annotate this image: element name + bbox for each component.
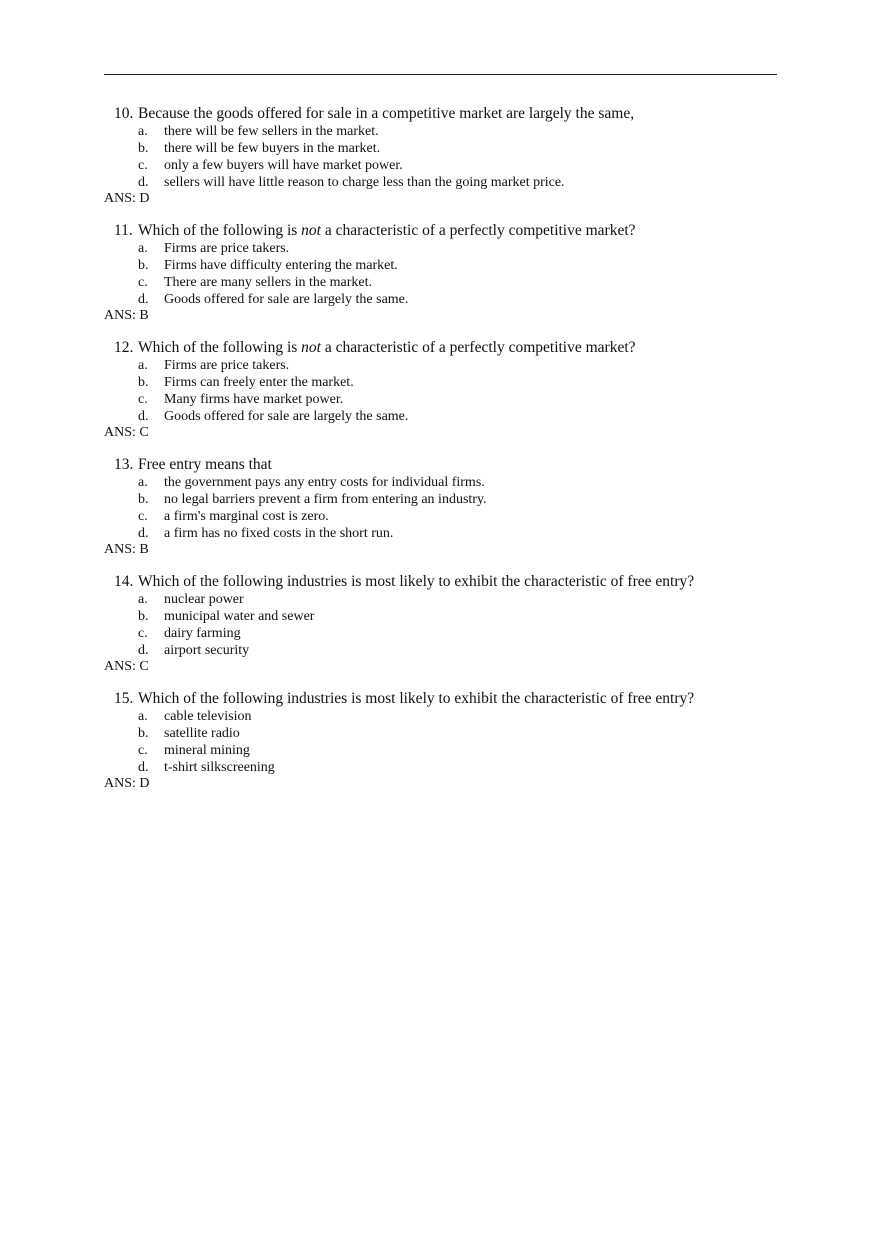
question-stem (104, 104, 784, 123)
option-letter: a. (138, 241, 148, 256)
answer-key: ANS: B (104, 308, 149, 323)
option-letter: a. (138, 709, 148, 724)
option-text: t-shirt silkscreening (164, 760, 275, 775)
question-12 (104, 338, 784, 441)
option-letter: d. (138, 526, 149, 541)
option-b (104, 608, 784, 625)
option-letter: b. (138, 492, 149, 507)
option-text: Firms are price takers. (164, 358, 290, 373)
option-text: a firm has no fixed costs in the short run. (164, 526, 394, 541)
option-text: the government pays any entry costs for individual firms. (164, 475, 485, 490)
option-letter: b. (138, 726, 149, 741)
option-d (104, 174, 784, 191)
question-stem (104, 221, 784, 240)
option-letter: b. (138, 141, 149, 156)
option-letter: b. (138, 258, 149, 273)
option-text: Goods offered for sale are largely the same. (164, 409, 409, 424)
option-c (104, 508, 784, 525)
option-b (104, 491, 784, 508)
option-a (104, 708, 784, 725)
stem-text: Which of the following is (138, 339, 302, 356)
option-letter: d. (138, 409, 149, 424)
option-d (104, 642, 784, 659)
option-a (104, 357, 784, 374)
option-text: Firms can freely enter the market. (164, 375, 354, 390)
option-letter: a. (138, 475, 148, 490)
option-d (104, 291, 784, 308)
option-text: Firms are price takers. (164, 241, 290, 256)
question-stem (104, 689, 784, 708)
question-number: 15. (114, 690, 134, 707)
option-text: only a few buyers will have market power. (164, 158, 403, 173)
option-text: There are many sellers in the market. (164, 275, 372, 290)
option-b (104, 725, 784, 742)
option-text: mineral mining (164, 743, 250, 758)
option-letter: b. (138, 375, 149, 390)
option-text: there will be few buyers in the market. (164, 141, 381, 156)
option-text: Goods offered for sale are largely the same. (164, 292, 409, 307)
question-number: 14. (114, 573, 134, 590)
question-14 (104, 572, 784, 675)
option-letter: d. (138, 643, 149, 658)
option-letter: d. (138, 292, 149, 307)
option-text: there will be few sellers in the market. (164, 124, 379, 139)
answer-key: ANS: C (104, 425, 149, 440)
option-b (104, 257, 784, 274)
option-c (104, 274, 784, 291)
answer-key: ANS: C (104, 659, 149, 674)
question-stem (104, 455, 784, 474)
option-letter: c. (138, 743, 148, 758)
answer-key: ANS: B (104, 542, 149, 557)
option-text: airport security (164, 643, 250, 658)
option-d (104, 525, 784, 542)
option-letter: c. (138, 392, 148, 407)
option-letter: b. (138, 609, 149, 624)
option-a (104, 591, 784, 608)
option-c (104, 157, 784, 174)
option-text: dairy farming (164, 626, 241, 641)
question-13 (104, 455, 784, 558)
option-text: no legal barriers prevent a firm from entering an industry. (164, 492, 487, 507)
option-text: Firms have difficulty entering the market. (164, 258, 398, 273)
option-text: sellers will have little reason to charge less than the going market price. (164, 175, 565, 190)
option-b (104, 374, 784, 391)
option-letter: c. (138, 158, 148, 173)
stem-text-end: a characteristic of a perfectly competitive market? (320, 222, 636, 239)
answer-key: ANS: D (104, 776, 150, 791)
stem-emphasis: not (301, 222, 321, 239)
option-a (104, 123, 784, 140)
header-rule (104, 74, 777, 75)
stem-text: Which of the following industries is most likely to exhibit the characteristic of free entry? (138, 573, 695, 590)
stem-text: Which of the following is (138, 222, 302, 239)
question-number: 11. (114, 222, 133, 239)
option-text: cable television (164, 709, 252, 724)
stem-text-end: a characteristic of a perfectly competitive market? (320, 339, 636, 356)
question-11 (104, 221, 784, 324)
option-text: a firm's marginal cost is zero. (164, 509, 329, 524)
question-stem (104, 338, 784, 357)
question-number: 13. (114, 456, 134, 473)
option-b (104, 140, 784, 157)
option-letter: c. (138, 509, 148, 524)
option-letter: a. (138, 592, 148, 607)
answer-key: ANS: D (104, 191, 150, 206)
question-stem (104, 572, 784, 591)
option-a (104, 240, 784, 257)
option-d (104, 408, 784, 425)
option-text: Many firms have market power. (164, 392, 344, 407)
question-list (104, 104, 784, 806)
stem-text: Because the goods offered for sale in a competitive market are largely the same, (138, 105, 635, 122)
option-text: nuclear power (164, 592, 244, 607)
option-c (104, 742, 784, 759)
question-number: 12. (114, 339, 134, 356)
question-10 (104, 104, 784, 207)
option-letter: c. (138, 275, 148, 290)
option-text: municipal water and sewer (164, 609, 315, 624)
option-letter: d. (138, 175, 149, 190)
stem-emphasis: not (301, 339, 321, 356)
question-15 (104, 689, 784, 792)
option-letter: a. (138, 124, 148, 139)
option-text: satellite radio (164, 726, 240, 741)
question-number: 10. (114, 105, 134, 122)
option-a (104, 474, 784, 491)
option-d (104, 759, 784, 776)
stem-text: Free entry means that (138, 456, 272, 473)
option-letter: d. (138, 760, 149, 775)
option-c (104, 625, 784, 642)
option-letter: c. (138, 626, 148, 641)
option-c (104, 391, 784, 408)
option-letter: a. (138, 358, 148, 373)
stem-text: Which of the following industries is most likely to exhibit the characteristic of free entry? (138, 690, 695, 707)
